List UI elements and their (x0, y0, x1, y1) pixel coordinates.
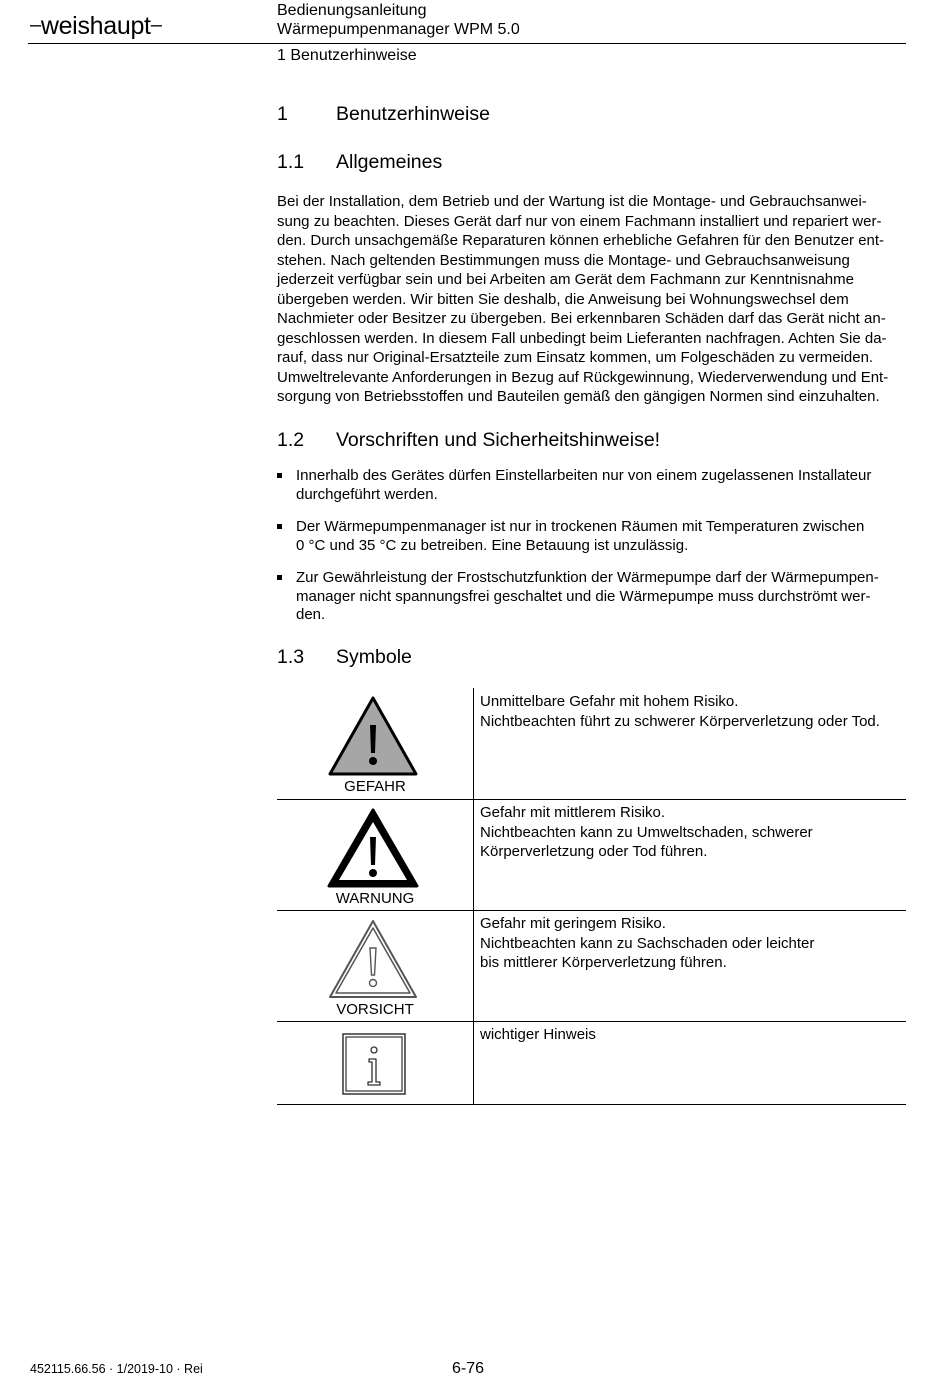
section-heading-1-2 (277, 429, 660, 452)
bullet-line: durchgeführt werden. (296, 485, 438, 503)
paragraph-line: geschlossen werden. In diesem Fall unbedingt beim Lieferanten nachfragen. Achten Sie da- (277, 329, 887, 347)
bullet-square-icon (277, 473, 282, 478)
chapter-number: 1 (277, 103, 288, 125)
description-line: Nichtbeachten führt zu schwerer Körperverletzung oder Tod. (480, 712, 880, 730)
paragraph-line: rauf, dass nur Original-Ersatzteile zum Einsatz kommen, um Folgeschäden zu vermeiden. (277, 349, 874, 366)
section-number: 1.2 (277, 429, 305, 451)
description-line: Nichtbeachten kann zu Umweltschaden, schwerer (480, 823, 813, 841)
table-row-divider (277, 1104, 906, 1105)
bullet-line: Zur Gewährleistung der Frostschutzfunktion der Wärmepumpe darf der Wärmepumpen- (296, 569, 879, 586)
bullet-line: manager nicht spannungsfrei geschaltet und die Wärmepumpe muss durchströmt wer- (296, 587, 871, 605)
bullet-line: Innerhalb des Gerätes dürfen Einstellarbeiten nur von einem zugelassenen Installateur (296, 467, 872, 484)
table-row-divider (277, 1021, 906, 1022)
doc-type: Bedienungsanleitung (277, 2, 427, 19)
description-line: Gefahr mit mittlerem Risiko. (480, 804, 666, 821)
section-title: Allgemeines (336, 151, 443, 173)
section-heading-1-1 (277, 151, 442, 174)
info-icon (341, 1032, 407, 1096)
general-paragraph (277, 192, 909, 407)
logo-text: weishaupt (40, 12, 151, 40)
section-number: 1.1 (277, 151, 305, 173)
safety-bullet (277, 467, 907, 504)
doc-product: Wärmepumpenmanager WPM 5.0 (277, 21, 520, 38)
symbol-description (480, 1025, 900, 1045)
page-number: 6-76 (452, 1360, 485, 1377)
running-section-title: 1 Benutzerhinweise (277, 47, 417, 64)
paragraph-line: den. Durch unsachgemäße Reparaturen können erhebliche Gefahren für den Benutzer ent- (277, 232, 885, 249)
section-heading-1-3 (277, 646, 412, 669)
symbol-label: GEFAHR (344, 778, 406, 795)
symbol-label: WARNUNG (335, 890, 415, 907)
caution-icon (327, 918, 419, 1000)
paragraph-line: Umweltrelevante Anforderungen in Bezug auf Rückgewinnung, Wiederverwendung und Ent- (277, 368, 889, 386)
description-line: Unmittelbare Gefahr mit hohem Risiko. (480, 693, 739, 710)
bullet-square-icon (277, 524, 282, 529)
symbol-description (480, 914, 900, 973)
table-row-divider (277, 910, 906, 911)
paragraph-line: stehen. Nach geltenden Bestimmungen muss die Montage- und Gebrauchsanweisung (277, 251, 850, 269)
symbol-table (277, 688, 906, 1105)
weishaupt-logo: –weishaupt– (30, 12, 162, 40)
description-line: wichtiger Hinweis (480, 1026, 596, 1043)
symbol-description (480, 803, 900, 862)
section-title: Vorschriften und Sicherheitshinweise! (336, 429, 661, 451)
chapter-title: Benutzerhinweise (336, 103, 490, 125)
safety-bullet (277, 569, 907, 625)
safety-bullet (277, 518, 907, 555)
paragraph-line: sung zu beachten. Dieses Gerät darf nur von einem Fachmann installiert und repariert wer- (277, 212, 882, 230)
description-line: Nichtbeachten kann zu Sachschaden oder leichter (480, 934, 815, 952)
bullet-line: den. (296, 606, 326, 623)
symbol-label: VORSICHT (336, 1001, 414, 1018)
bullet-line: Der Wärmepumpenmanager ist nur in trockenen Räumen mit Temperaturen zwischen (296, 518, 865, 535)
symbol-description (480, 692, 900, 731)
description-line: Gefahr mit geringem Risiko. (480, 915, 666, 932)
paragraph-line: Bei der Installation, dem Betrieb und der Wartung ist die Montage- und Gebrauchsanwei- (277, 193, 867, 210)
document-id: 452115.66.56 · 1/2019-10 · Rei (30, 1362, 203, 1376)
paragraph-line: übergeben werden. Wir bitten Sie deshalb, die Anweisung bei Wohnungswechsel dem (277, 290, 849, 308)
paragraph-line: Nachmieter oder Besitzer zu übergeben. Bei erkennbaren Schäden darf das Gerät nicht an- (277, 310, 886, 327)
description-line: Körperverletzung oder Tod führen. (480, 843, 708, 860)
danger-warning-icon (327, 695, 419, 777)
description-line: bis mittlerer Körperverletzung führen. (480, 954, 727, 971)
paragraph-line: jederzeit verfügbar sein und bei Arbeiten am Gerät dem Fachmann zur Kenntnisnahme (277, 271, 854, 288)
table-column-divider (473, 688, 474, 1104)
bullet-square-icon (277, 575, 282, 580)
table-row-divider (277, 799, 906, 800)
header-divider (28, 43, 906, 44)
paragraph-line: sorgung von Betriebsstoffen und Bauteilen gemäß den gängigen Normen sind einzuhalten. (277, 388, 880, 405)
warning-icon (326, 807, 420, 889)
section-title: Symbole (336, 646, 412, 668)
chapter-heading (277, 103, 490, 126)
section-number: 1.3 (277, 646, 305, 668)
bullet-line: 0 °C und 35 °C zu betreiben. Eine Betauung ist unzulässig. (296, 536, 689, 554)
